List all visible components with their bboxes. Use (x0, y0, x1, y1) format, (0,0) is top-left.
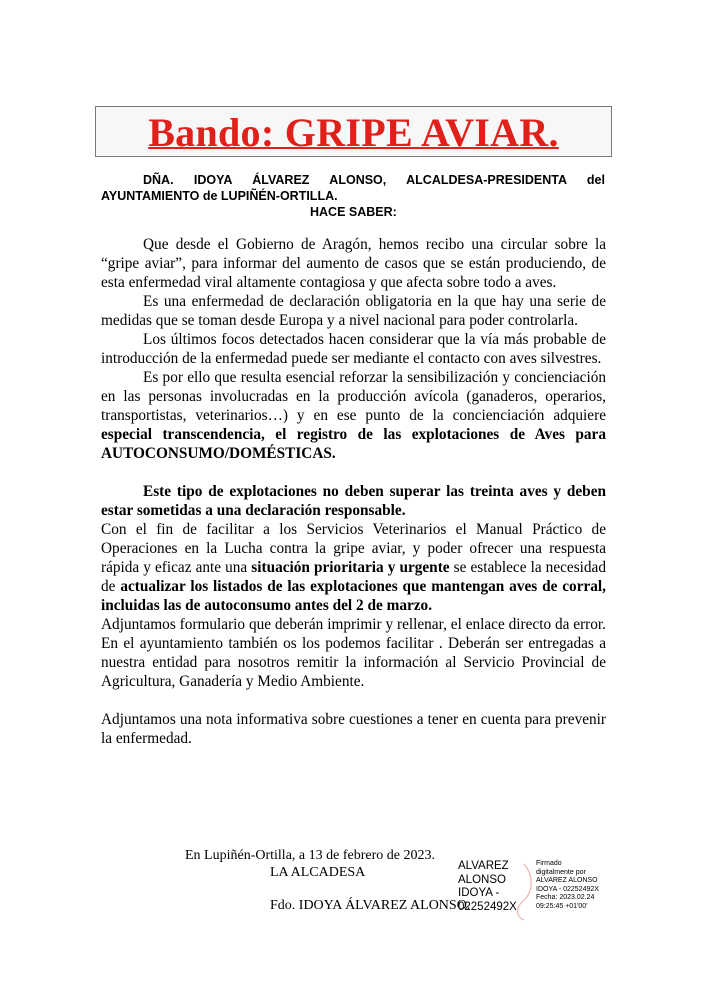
paragraph-6-bold-b: actualizar los listados de las explotaciones que mantengan aves de corral, incluidas las de autoconsumo antes del 2 de marzo. (101, 578, 606, 614)
title-box (95, 106, 612, 157)
paragraph-gap (101, 463, 606, 482)
issuer-header (101, 172, 605, 204)
paragraph-6-text-b: se establece la necesidad de (101, 559, 606, 595)
paragraph-4 (101, 368, 606, 463)
paragraph-4-bold: especial transcendencia, el registro de las explotaciones de Aves para AUTOCONSUMO/DOMÉSTICAS. (101, 426, 606, 462)
paragraph-7: Adjuntamos formulario que deberán imprimir y rellenar, el enlace directo da error. En el ayuntamiento también os los podemos facilitar . Deberán ser entregadas a nuestra entidad para nosotros remitir la información al Servicio Provincial de Agricultura, Ganadería y Medio Ambiente. (101, 616, 606, 690)
paragraph-gap (101, 691, 606, 710)
paragraph-2: Es una enfermedad de declaración obligatoria en la que hay una serie de medidas que se toman desde Europa y a nivel nacional para poder controlarla. (101, 293, 606, 329)
digital-signature-detail: Firmado digitalmente por ALVAREZ ALONSO IDOYA - 02252492X Fecha: 2023.02.24 09:25:45 +01'00' (536, 860, 599, 910)
digital-signature-signer: ALVAREZ ALONSO IDOYA - 02252492X (458, 860, 517, 913)
paragraph-6 (101, 520, 606, 615)
paragraph-5-bold: Este tipo de explotaciones no deben superar las treinta aves y deben estar sometidas a una declaración responsable. (101, 483, 606, 519)
document-body (101, 235, 606, 748)
paragraph-8: Adjuntamos una nota informativa sobre cuestiones a tener en cuenta para prevenir la enfermedad. (101, 711, 606, 747)
signature-name: Fdo. IDOYA ÁLVAREZ ALONSO. (270, 898, 471, 913)
signature-role: LA ALCADESA (270, 865, 366, 880)
paragraph-5 (101, 482, 606, 520)
paragraph-3: Los últimos focos detectados hacen considerar que la vía más probable de introducción de la enfermedad puede ser mediante el contacto con aves silvestres. (101, 331, 606, 367)
issuer-line: DÑA. IDOYA ÁLVAREZ ALONSO, ALCALDESA-PRESIDENTA del AYUNTAMIENTO de LUPIÑÉN-ORTILLA. (101, 173, 605, 203)
document-title: Bando: GRIPE AVIAR. (148, 110, 559, 155)
paragraph-1: Que desde el Gobierno de Aragón, hemos recibo una circular sobre la “gripe aviar”, para informar del aumento de casos que se están produciendo, de esta enfermedad viral altamente contagiosa y que afecta sobre todo a aves. (101, 236, 606, 291)
paragraph-6-text-a: Con el fin de facilitar a los Servicios Veterinarios el Manual Práctico de Operaciones en la Lucha contra la gripe aviar, y poder ofrecer una respuesta rápida y eficaz ante una (101, 521, 606, 576)
digital-signature-mark (500, 862, 540, 922)
paragraph-4-text: Es por ello que resulta esencial reforzar la sensibilización y concienciación en las personas involucradas en la producción avícola (ganaderos, operarios, transportistas, veterinarios…) y en ese punto de la concienciación adquiere (101, 369, 606, 424)
paragraph-6-bold-a: situación prioritaria y urgente (251, 559, 450, 576)
announce-heading: HACE SABER: (310, 205, 397, 219)
signature-place-date: En Lupiñén-Ortilla, a 13 de febrero de 2023. (185, 848, 435, 863)
